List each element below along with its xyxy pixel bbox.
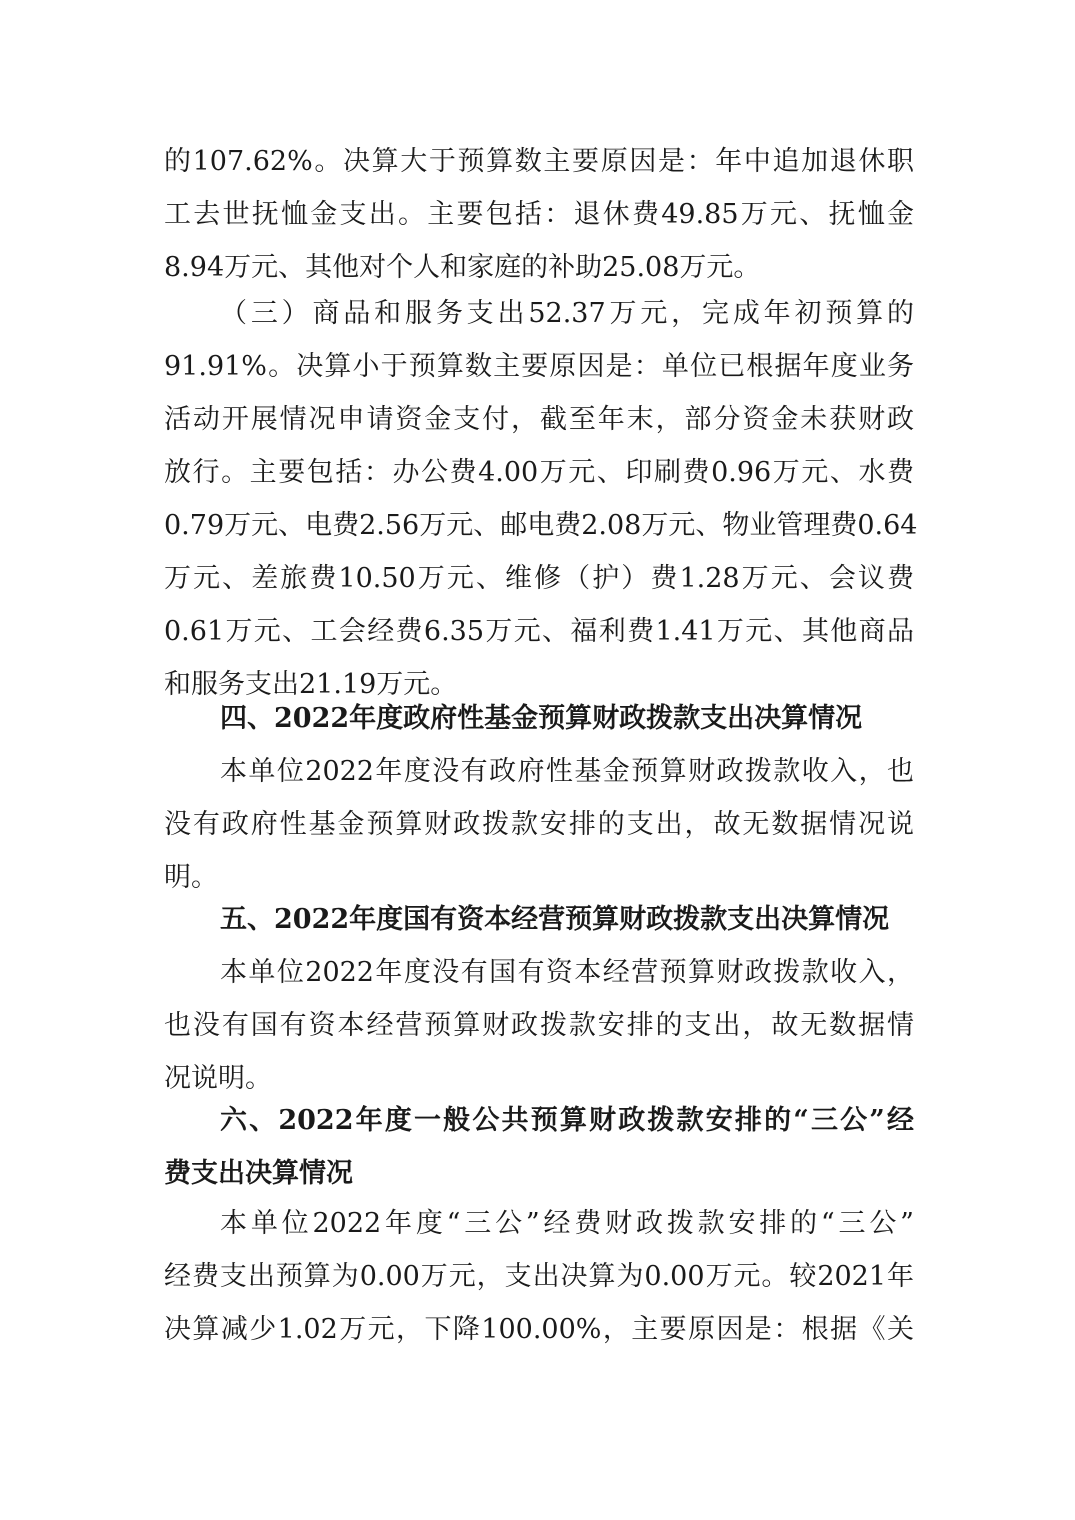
text-line: 的107.62%。决算大于预算数主要原因是：年中追加退休职 xyxy=(164,146,914,177)
text-line: 明。 xyxy=(164,862,218,893)
text-line: 没有政府性基金预算财政拨款安排的支出，故无数据情况说 xyxy=(164,809,914,840)
paragraph-state-capital xyxy=(164,946,914,1105)
paragraph-three-public-expenses xyxy=(164,1197,914,1356)
text-line: 8.94万元、其他对个人和家庭的补助25.08万元。 xyxy=(164,252,761,283)
text-line: 万元、差旅费10.50万元、维修（护）费1.28万元、会议费 xyxy=(164,563,914,594)
paragraph-goods-services-expenses xyxy=(164,287,918,711)
text-line: 决算减少1.02万元，下降100.00%，主要原因是：根据《关 xyxy=(164,1314,914,1345)
heading-line: 五、2022年度国有资本经营预算财政拨款支出决算情况 xyxy=(220,904,890,935)
text-line: （三）商品和服务支出52.37万元，完成年初预算的 xyxy=(220,298,914,329)
paragraph-government-fund xyxy=(164,745,914,904)
text-line: 放行。主要包括：办公费4.00万元、印刷费0.96万元、水费 xyxy=(164,457,914,488)
text-line: 本单位2022年度没有政府性基金预算财政拨款收入，也 xyxy=(220,756,914,787)
text-line: 本单位2022年度没有国有资本经营预算财政拨款收入， xyxy=(220,957,914,988)
text-line: 91.91%。决算小于预算数主要原因是：单位已根据年度业务 xyxy=(164,351,914,382)
section-heading-three-public xyxy=(164,1094,914,1200)
text-line: 况说明。 xyxy=(164,1063,272,1094)
heading-line: 四、2022年度政府性基金预算财政拨款支出决算情况 xyxy=(220,703,863,734)
text-line: 0.79万元、电费2.56万元、邮电费2.08万元、物业管理费0.64 xyxy=(164,510,918,541)
text-line: 0.61万元、工会经费6.35万元、福利费1.41万元、其他商品 xyxy=(164,616,914,647)
section-heading-state-capital xyxy=(164,893,914,946)
text-line: 经费支出预算为0.00万元，支出决算为0.00万元。较2021年 xyxy=(164,1261,914,1292)
text-line: 活动开展情况申请资金支付，截至年末，部分资金未获财政 xyxy=(164,404,914,435)
text-line: 和服务支出21.19万元。 xyxy=(164,669,458,700)
section-heading-government-fund xyxy=(164,692,914,745)
text-line: 工去世抚恤金支出。主要包括：退休费49.85万元、抚恤金 xyxy=(164,199,914,230)
text-line: 也没有国有资本经营预算财政拨款安排的支出，故无数据情 xyxy=(164,1010,914,1041)
text-line: 本单位2022年度“三公”经费财政拨款安排的“三公” xyxy=(220,1208,914,1239)
paragraph-retirement-expenses xyxy=(164,135,914,294)
heading-line: 六、2022年度一般公共预算财政拨款安排的“三公”经 xyxy=(220,1105,914,1136)
heading-line: 费支出决算情况 xyxy=(164,1158,353,1189)
